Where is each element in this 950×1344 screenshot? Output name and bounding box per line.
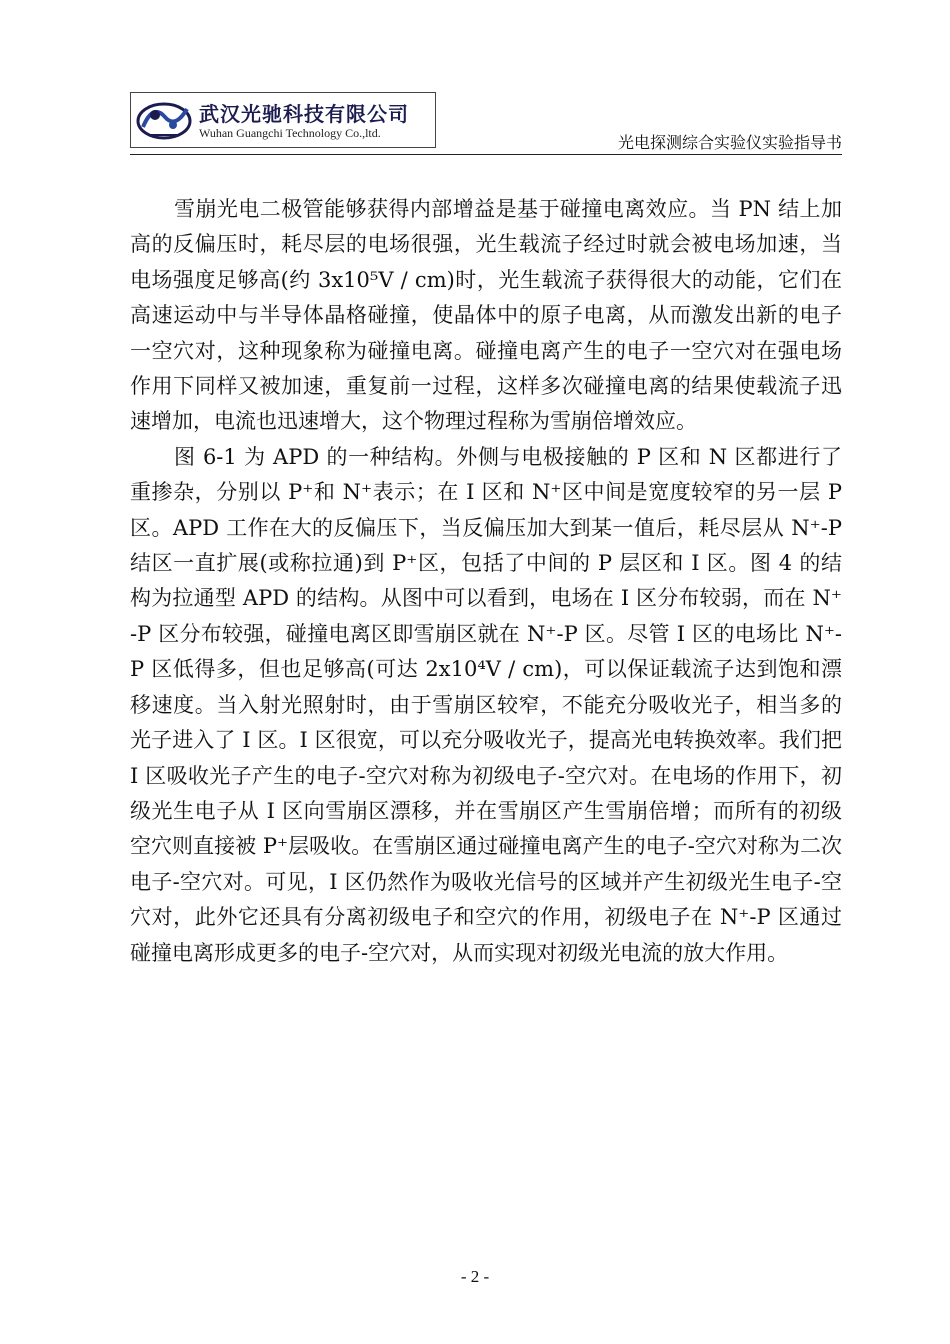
paragraph-avalanche-gain: 雪崩光电二极管能够获得内部增益是基于碰撞电离效应。当 PN 结上加高的反偏压时，耗尽层的电场很强，光生载流子经过时就会被电场加速，当电场强度足够高(约 3x10⁵V / cm)时，光生载流子获得很大的动能，它们在高速运动中与半导体晶格碰撞，使晶体中的原子电离，从而激发出新的电子一空穴对，这种现象称为碰撞电离。碰撞电离产生的电子一空穴对在强电场作用下同样又被加速，重复前一过程，这样多次碰撞电离的结果使载流子迅速增加，电流也迅速增大，这个物理过程称为雪崩倍增效应。 <box>130 197 842 434</box>
page-number: - 2 - <box>460 1267 490 1286</box>
body-content <box>130 192 842 971</box>
company-logo <box>130 92 436 148</box>
logo-company-name-en: Wuhan Guangchi Technology Co.,ltd. <box>199 126 381 140</box>
page-header <box>130 92 842 156</box>
paragraph-apd-structure: 图 6-1 为 APD 的一种结构。外侧与电极接触的 P 区和 N 区都进行了重掺杂，分别以 P⁺和 N⁺表示；在 I 区和 N⁺区中间是宽度较窄的另一层 P 区。APD 工作在大的反偏压下，当反偏压加大到某一值后，耗尽层从 N⁺-P 结区一直扩展(或称拉通)到 P⁺区，包括了中间的 P 层区和 I 区。图 4 的结构为拉通型 APD 的结构。从图中可以看到，电场在 I 区分布较弱，而在 N⁺-P 区分布较强，碰撞电离区即雪崩区就在 N⁺-P 区。尽管 I 区的电场比 N⁺-P 区低得多，但也足够高(可达 2x10⁴V / cm)，可以保证载流子达到饱和漂移速度。当入射光照射时，由于雪崩区较窄，不能充分吸收光子，相当多的光子进入了 I 区。I 区很宽，可以充分吸收光子，提高光电转换效率。我们把 I 区吸收光子产生的电子-空穴对称为初级电子-空穴对。在电场的作用下，初级光生电子从 I 区向雪崩区漂移，并在雪崩区产生雪崩倍增；而所有的初级空穴则直接被 P⁺层吸收。在雪崩区通过碰撞电离产生的电子-空穴对称为二次电子-空穴对。可见，I 区仍然作为吸收光信号的区域并产生初级光生电子-空穴对，此外它还具有分离初级电子和空穴的作用，初级电子在 N⁺-P 区通过碰撞电离形成更多的电子-空穴对，从而实现对初级光电流的放大作用。 <box>130 444 842 965</box>
logo-company-name-cn: 武汉光驰科技有限公司 <box>199 102 409 126</box>
document-title: 光电探测综合实验仪实验指导书 <box>617 133 842 152</box>
company-logo-icon <box>135 97 193 143</box>
header-divider <box>130 154 842 155</box>
